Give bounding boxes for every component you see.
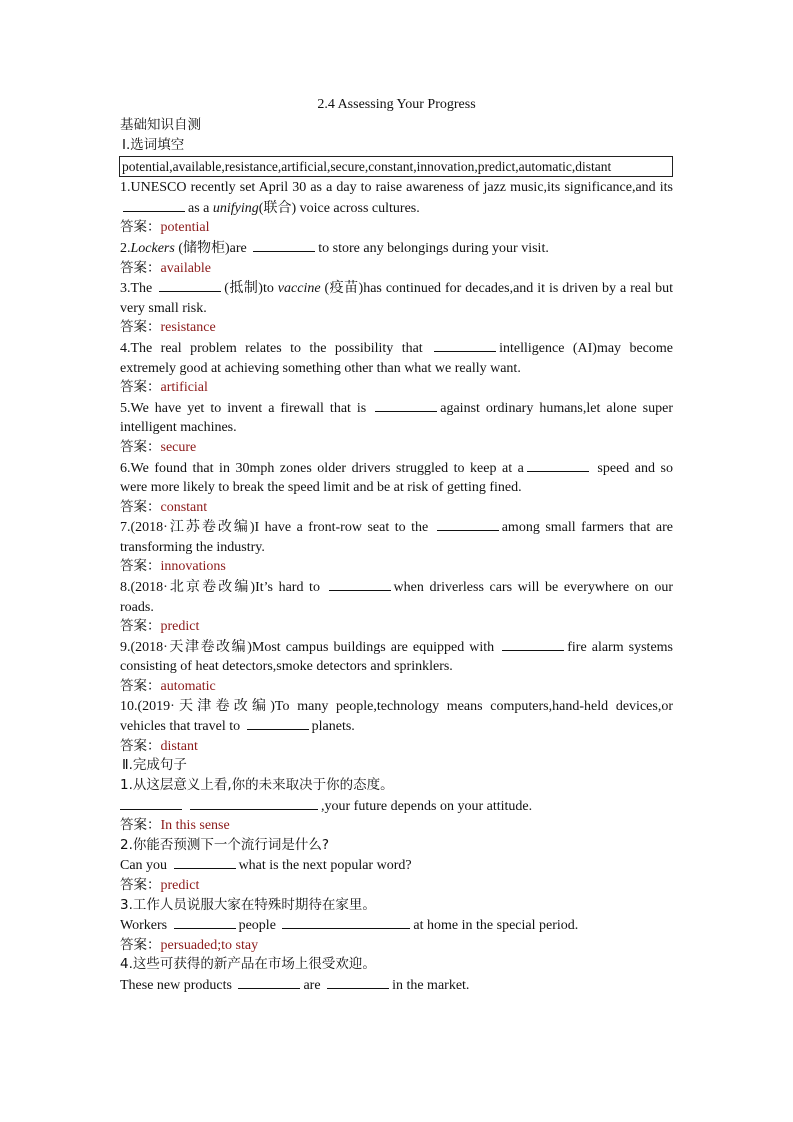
sentence-4-chinese: 4.这些可获得的新产品在市场上很受欢迎。	[120, 956, 376, 973]
answer-blank[interactable]	[123, 198, 185, 212]
answer-blank[interactable]	[247, 716, 309, 730]
answer-5: 答案：secure	[120, 438, 197, 455]
word-bank: potential,available,resistance,artificial,secure,constant,innovation,predict,automatic,distant	[119, 156, 673, 177]
question-10: 10.(2019·天津卷改编)To many people,technology means computers,hand-held devices,or vehicles that travel to planets.	[120, 698, 673, 735]
sentence-1-english: ,your future depends on your attitude.	[120, 796, 673, 817]
answer-blank[interactable]	[434, 338, 496, 352]
answer-blank[interactable]	[238, 975, 300, 989]
answer-10: 答案：distant	[120, 737, 198, 754]
section-1-title: Ⅰ.选词填空	[122, 136, 185, 153]
section-heading: 基础知识自测	[120, 117, 201, 133]
question-1: 1.UNESCO recently set April 30 as a day to raise awareness of jazz music,its significance,and its as a unifying(联合) voice across cultures.	[120, 180, 673, 216]
question-6: 6.We found that in 30mph zones older drivers struggled to keep at a speed and so were more likely to break the speed limit and be at risk of getting fined.	[120, 458, 673, 498]
sentence-2-answer: 答案：predict	[120, 876, 200, 893]
question-3: 3.The (抵制)to vaccine (疫苗)has continued for decades,and it is driven by a real but very small risk.	[120, 278, 673, 318]
answer-1: 答案：potential	[120, 219, 210, 236]
answer-blank[interactable]	[190, 796, 318, 810]
answer-blank[interactable]	[527, 458, 589, 472]
sentence-1-chinese: 1.从这层意义上看,你的未来取决于你的态度。	[120, 777, 394, 793]
answer-8: 答案：predict	[120, 618, 200, 635]
sentence-4-english: These new products are in the market.	[120, 975, 673, 996]
question-7: 7.(2018·江苏卷改编)I have a front-row seat to the among small farmers that are transforming the industry.	[120, 517, 673, 557]
answer-blank[interactable]	[253, 238, 315, 252]
section-2-title: Ⅱ.完成句子	[122, 757, 187, 774]
answer-7: 答案：innovations	[120, 558, 226, 575]
answer-blank[interactable]	[327, 975, 389, 989]
answer-2: 答案：available	[120, 259, 212, 276]
question-4: 4.The real problem relates to the possibility that intelligence (AI)may become extremely good at achieving something other than what we really want.	[120, 338, 673, 378]
answer-blank[interactable]	[174, 915, 236, 929]
answer-3: 答案：resistance	[120, 319, 216, 336]
question-8: 8.(2018·北京卷改编)It’s hard to when driverless cars will be everywhere on our roads.	[120, 577, 673, 617]
answer-blank[interactable]	[282, 915, 410, 929]
question-5: 5.We have yet to invent a firewall that is against ordinary humans,let alone super intelligent machines.	[120, 398, 673, 438]
answer-9: 答案：automatic	[120, 678, 216, 695]
answer-blank[interactable]	[375, 398, 437, 412]
page-title: 2.4 Assessing Your Progress	[317, 97, 476, 112]
sentence-3-chinese: 3.工作人员说服大家在特殊时期待在家里。	[120, 896, 376, 913]
document-body	[120, 116, 673, 996]
answer-blank[interactable]	[502, 637, 564, 651]
answer-blank[interactable]	[437, 517, 499, 531]
answer-blank[interactable]	[174, 855, 236, 869]
answer-4: 答案：artificial	[120, 379, 208, 396]
sentence-3-english: Workers people at home in the special period.	[120, 915, 673, 936]
answer-6: 答案：constant	[120, 498, 208, 515]
answer-blank[interactable]	[159, 278, 221, 292]
sentence-2-english: Can you what is the next popular word?	[120, 855, 673, 876]
sentence-2-chinese: 2.你能否预测下一个流行词是什么?	[120, 836, 330, 853]
sentence-1-answer: 答案：In this sense	[120, 817, 230, 834]
answer-blank[interactable]	[329, 577, 391, 591]
sentence-3-answer: 答案：persuaded;to stay	[120, 936, 259, 953]
answer-blank[interactable]	[120, 796, 182, 810]
question-2: 2.Lockers (储物柜)are to store any belongings during your visit.	[120, 238, 673, 259]
question-9: 9.(2018·天津卷改编)Most campus buildings are equipped with fire alarm systems consisting of heat detectors,smoke detectors and sprinklers.	[120, 637, 673, 677]
